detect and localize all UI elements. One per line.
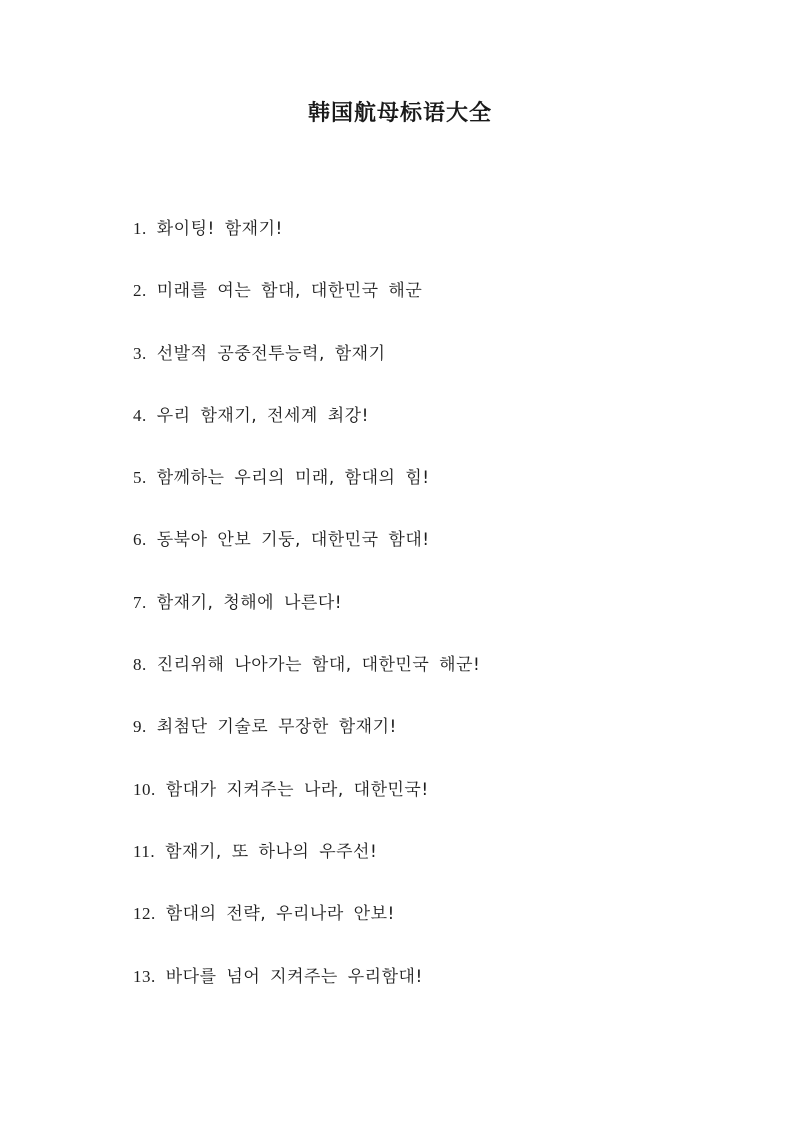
item-number: 5. [133,468,147,488]
list-item [133,837,480,899]
item-text: 함재기, 청해에 나른다! [156,592,343,613]
item-text: 함대가 지켜주는 나라, 대한민국! [165,779,429,800]
page-title: 韩国航母标语大全 [307,100,492,126]
list-item [133,525,480,587]
item-number: 11. [133,841,156,861]
list-item [133,339,480,401]
list-item [133,650,480,712]
item-number: 3. [133,343,147,363]
list-item [133,276,480,338]
item-text: 미래를 여는 함대, 대한민국 해군 [156,281,423,302]
item-number: 7. [133,592,147,612]
item-number: 8. [133,655,147,675]
item-number: 12. [133,904,156,924]
item-text: 화이팅! 함재기! [156,219,283,239]
item-text: 진리위해 나아가는 함대, 대한민국 해군! [156,655,481,676]
item-number: 13. [133,966,156,986]
item-text: 함께하는 우리의 미래, 함대의 힘! [156,468,430,489]
item-number: 4. [133,405,147,425]
list-item [133,401,480,463]
item-number: 9. [133,717,147,737]
list-item [133,214,480,276]
item-text: 동북아 안보 기둥, 대한민국 함대! [156,530,430,551]
list-item [133,899,480,961]
item-text: 함대의 전략, 우리나라 안보! [165,904,395,925]
list-item [133,775,480,837]
list-item [133,962,480,1024]
item-text: 바다를 넘어 지켜주는 우리함대! [165,966,423,987]
item-number: 10. [133,779,156,799]
item-number: 2. [133,281,147,301]
list-item [133,588,480,650]
list-item [133,712,480,774]
list-item [133,463,480,525]
item-number: 1. [133,219,147,238]
item-text: 선발적 공중전투능력, 함재기 [156,343,386,364]
item-number: 6. [133,530,147,550]
slogan-list [133,214,480,1024]
item-text: 최첨단 기술로 무장한 함재기! [156,717,397,738]
item-text: 함재기, 또 하나의 우주선! [165,841,378,862]
item-text: 우리 함재기, 전세계 최강! [156,405,369,426]
